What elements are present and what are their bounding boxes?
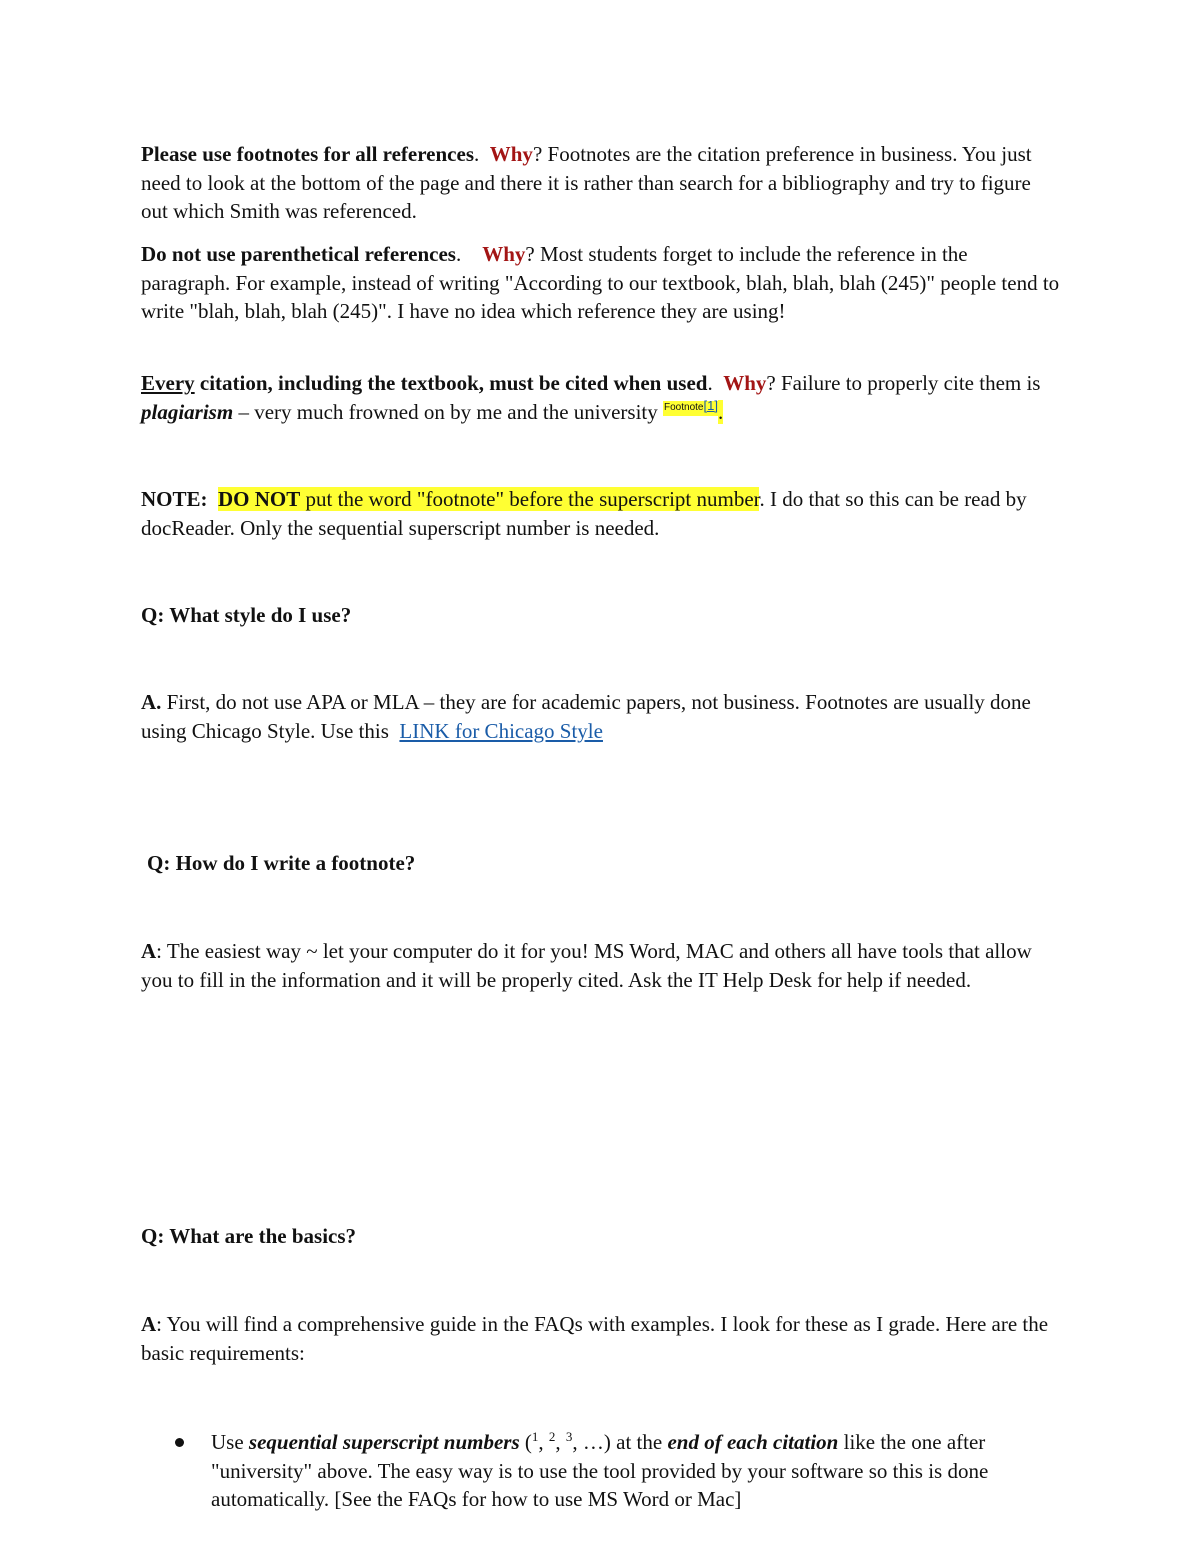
bullet-text: (: [519, 1430, 532, 1454]
question-footnote: [147, 849, 1061, 878]
note-highlight: [218, 487, 759, 511]
answer-footnote-text: : The easiest way ~ let your computer do it for you! MS Word, MAC and others all have tools that allow you to fill in the information and it will be properly cited. Ask the IT Help Desk for help if needed.: [141, 939, 1032, 992]
footnotes-rule-dot: .: [474, 142, 480, 166]
citation-rule-end: .: [717, 399, 724, 424]
parenthetical-rule-paragraph: [141, 240, 1061, 326]
footnotes-rule-text: ? Footnotes are the citation preference in business. You just need to look at the bottom of the page and there it is rather than search for a bibliography and try to figure out which Smith was referenced.: [141, 142, 1032, 223]
citation-rule-lead-underlined: Every: [141, 371, 195, 395]
bullet-text: Use: [211, 1430, 249, 1454]
citation-rule-paragraph: [141, 369, 1061, 426]
answer-label: A.: [141, 690, 162, 714]
footnotes-rule-paragraph: [141, 140, 1061, 226]
bullet-emphasis: sequential superscript numbers: [248, 1430, 520, 1454]
citation-rule-dot: .: [707, 371, 713, 395]
footnotes-rule-lead: Please use footnotes for all references: [141, 142, 474, 166]
bullet-text: like the one after "university" above. The easy way is to use the tool provided by your software so this is done automatically. [See the FAQs for how to use MS Word or Mac]: [211, 1430, 989, 1511]
citation-rule-lead: citation, including the textbook, must be cited when used: [194, 371, 708, 395]
bullet-icon: [175, 1438, 184, 1447]
requirements-list: [141, 1428, 1061, 1514]
superscript-number: 1: [531, 1429, 539, 1444]
note-paragraph: [141, 485, 1061, 542]
plagiarism-emphasis: plagiarism: [141, 399, 234, 424]
answer-style-paragraph: [141, 688, 1061, 745]
parenthetical-rule-lead: Do not use parenthetical references: [141, 242, 456, 266]
superscript-number: 3: [565, 1429, 573, 1444]
why-label: Why: [723, 371, 767, 395]
question-style: Q: What style do I use?: [141, 603, 352, 627]
parenthetical-rule-text: ? Most students forget to include the reference in the paragraph. For example, instead of writing "According to our textbook, blah, blah, blah (245)" people tend to write "blah, blah, blah (245)". I have no idea which reference they are using!: [141, 242, 1060, 323]
bullet-text: , …) at the: [572, 1430, 668, 1454]
note-highlight-text: put the word "footnote" before the superscript number: [300, 487, 760, 511]
bullet-emphasis: end of each citation: [667, 1430, 839, 1454]
footnote-label: Footnote: [664, 401, 704, 413]
question-footnote-text: Q: How do I write a footnote?: [147, 851, 416, 875]
why-label: Why: [489, 142, 533, 166]
note-text: . I do that so this can be read by docReader. Only the sequential superscript number is needed.: [141, 487, 1027, 540]
footnote-marker: [663, 397, 718, 416]
answer-label: A: [141, 1312, 157, 1336]
citation-rule-text-b: – very much frowned on by me and the university: [233, 399, 658, 424]
footnote-ref-link[interactable]: [1]: [703, 397, 718, 413]
answer-label: A: [141, 939, 157, 963]
superscript-number: 2: [548, 1429, 556, 1444]
why-label: Why: [482, 242, 526, 266]
parenthetical-rule-dot: .: [455, 242, 462, 266]
answer-footnote-paragraph: [141, 937, 1061, 994]
answer-basics-text: : You will find a comprehensive guide in the FAQs with examples. I look for these as I grade. Here are the basic requirements:: [141, 1312, 1049, 1365]
note-label: NOTE:: [141, 487, 208, 511]
list-item: [141, 1428, 1061, 1514]
note-highlight-bold: DO NOT: [218, 487, 301, 511]
question-basics: Q: What are the basics?: [141, 1224, 357, 1248]
bullet-text: ,: [555, 1430, 566, 1454]
chicago-style-link[interactable]: LINK for Chicago Style: [399, 718, 603, 743]
answer-basics-paragraph: [141, 1310, 1061, 1367]
answer-style-text: First, do not use APA or MLA – they are for academic papers, not business. Footnotes are usually done using Chicago Style. Use this: [141, 690, 1031, 743]
bullet-text: ,: [538, 1430, 549, 1454]
citation-rule-text-a: ? Failure to properly cite them is: [766, 371, 1041, 395]
